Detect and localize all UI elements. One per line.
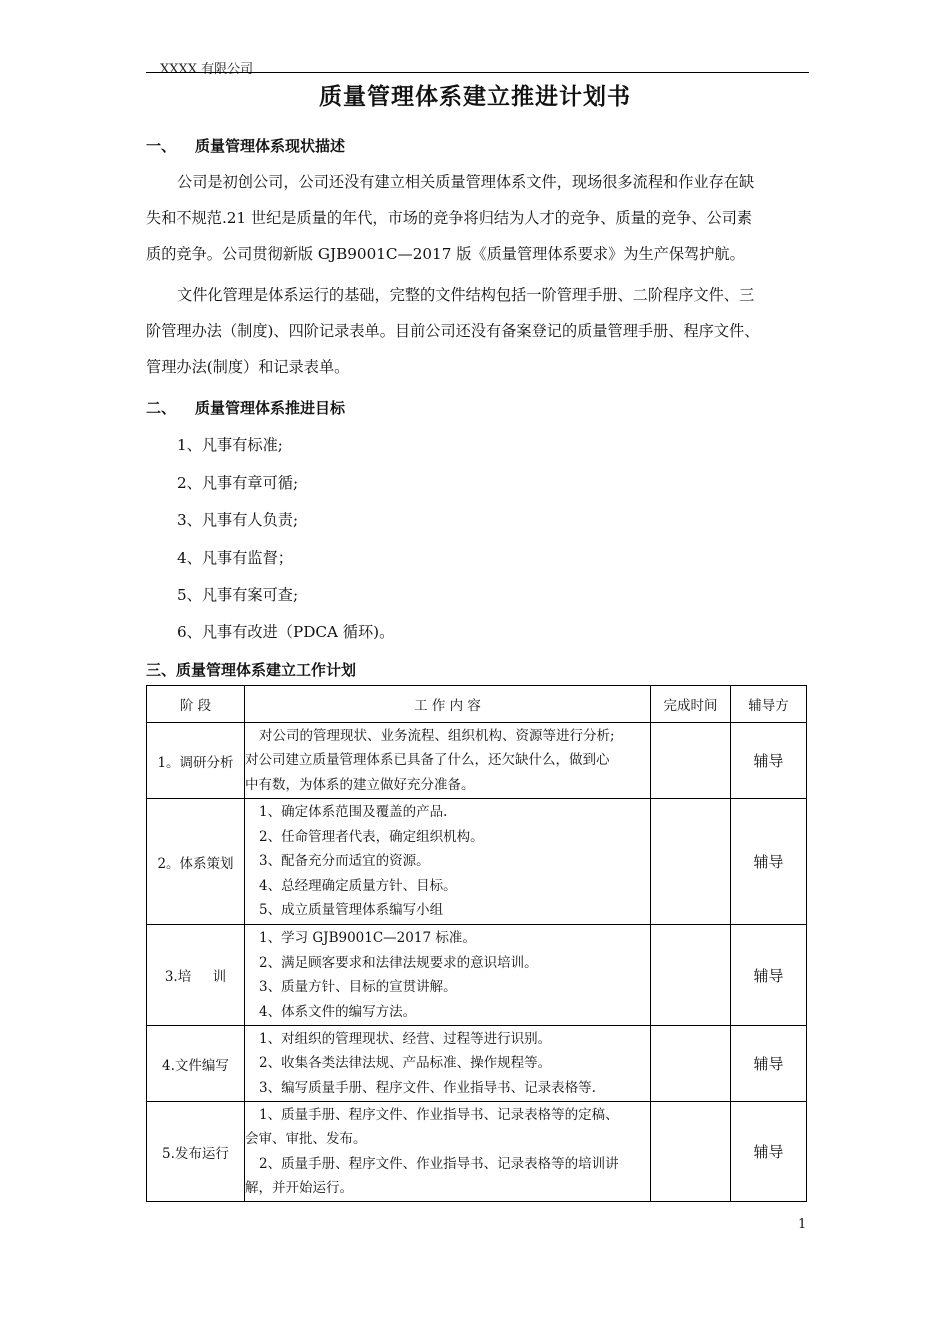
- header-company: XXXX 有限公司: [160, 62, 254, 77]
- table-row: [147, 799, 807, 925]
- content-line: 1、质量手册、程序文件、作业指导书、记录表格等的定稿、: [259, 1106, 619, 1123]
- content-line: 4、总经理确定质量方针、目标。: [259, 877, 457, 894]
- content-line: 2、质量手册、程序文件、作业指导书、记录表格等的培训讲: [259, 1155, 619, 1172]
- para1-line-1: 公司是初创公司，公司还没有建立相关质量管理体系文件，现场很多流程和作业存在缺: [177, 173, 755, 191]
- content-line: 3、编写质量手册、程序文件、作业指导书、记录表格等.: [259, 1079, 596, 1096]
- section1-title: 质量管理体系现状描述: [195, 137, 346, 155]
- para1-line-3: 质的竞争。公司贯彻新版 GJB9001C—2017 版《质量管理体系要求》为生产保驾护航。: [146, 245, 745, 263]
- content-cell: [245, 1102, 651, 1202]
- para2-line-1: 文件化管理是体系运行的基础，完整的文件结构包括一阶管理手册、二阶程序文件、三: [177, 286, 755, 304]
- table-row: [147, 1026, 807, 1102]
- stage-cell: 5.发布运行: [147, 1102, 245, 1202]
- goal-item-6: 6、凡事有改进（PDCA 循环)。: [177, 623, 395, 641]
- header-stage: 阶 段: [147, 686, 245, 723]
- header-helper: 辅导方: [731, 686, 807, 723]
- content-line: 中有数，为体系的建立做好充分准备。: [245, 776, 475, 793]
- content-line: 5、成立质量管理体系编写小组: [259, 902, 444, 919]
- section1-number: 一、: [146, 137, 177, 155]
- helper-cell: 辅导: [731, 925, 807, 1026]
- section2-number: 二、: [146, 399, 177, 417]
- content-line: 2、收集各类法律法规、产品标准、操作规程等。: [259, 1055, 552, 1072]
- time-cell: [651, 1026, 731, 1102]
- header-rule: [146, 72, 809, 73]
- section2-title: 质量管理体系推进目标: [195, 399, 346, 417]
- section1-paragraph-2: [146, 277, 810, 385]
- content-line: 对公司建立质量管理体系已具备了什么，还欠缺什么，做到心: [245, 752, 610, 769]
- table-row: [147, 925, 807, 1026]
- content-cell: [245, 1026, 651, 1102]
- stage-cell: 4.文件编写: [147, 1026, 245, 1102]
- table-header-row: [147, 686, 807, 723]
- para2-line-3: 管理办法(制度）和记录表单。: [146, 358, 350, 376]
- time-cell: [651, 723, 731, 799]
- goal-item-1: 1、凡事有标准;: [177, 436, 283, 454]
- content-line: 解，并开始运行。: [245, 1180, 353, 1196]
- content-cell: [245, 723, 651, 799]
- helper-cell: 辅导: [731, 723, 807, 799]
- section3-heading: 三、质量管理体系建立工作计划: [146, 661, 357, 679]
- content-line: 4、体系文件的编写方法。: [259, 1003, 417, 1020]
- helper-cell: 辅导: [731, 799, 807, 925]
- goal-item-4: 4、凡事有监督；: [177, 549, 293, 567]
- stage-cell: 1。调研分析: [147, 723, 245, 799]
- content-line: 2、任命管理者代表，确定组织机构。: [259, 828, 484, 845]
- para2-line-2: 阶管理办法（制度)、四阶记录表单。目前公司还没有备案登记的质量管理手册、程序文件、: [146, 322, 760, 340]
- time-cell: [651, 925, 731, 1026]
- section2-heading: [146, 397, 345, 418]
- content-line: 3、配备充分而适宜的资源。: [259, 853, 430, 870]
- content-cell: [245, 925, 651, 1026]
- content-line: 1、确定体系范围及覆盖的产品.: [259, 804, 448, 821]
- header-time: 完成时间: [651, 686, 731, 723]
- stage-cell: 2。体系策划: [147, 799, 245, 925]
- content-line: 对公司的管理现状、业务流程、组织机构、资源等进行分析;: [259, 727, 615, 744]
- content-line: 3、质量方针、目标的宣贯讲解。: [259, 979, 457, 995]
- goal-item-5: 5、凡事有案可查;: [177, 586, 299, 604]
- section1-paragraph-1: [146, 164, 810, 272]
- page-title: 质量管理体系建立推进计划书: [319, 84, 631, 110]
- time-cell: [651, 1102, 731, 1202]
- para1-line-2: 失和不规范.21 世纪是质量的年代，市场的竞争将归结为人才的竞争、质量的竞争、公司素: [146, 209, 753, 227]
- content-line: 2、满足顾客要求和法律法规要求的意识培训。: [259, 954, 538, 971]
- goal-item-3: 3、凡事有人负责;: [177, 511, 299, 529]
- time-cell: [651, 799, 731, 925]
- section1-heading: [146, 135, 345, 156]
- goal-item-2: 2、凡事有章可循;: [177, 474, 299, 492]
- content-line: 会审、审批、发布。: [245, 1131, 367, 1147]
- header-content: 工 作 内 容: [245, 686, 651, 723]
- table-row: [147, 1102, 807, 1202]
- content-cell: [245, 799, 651, 925]
- content-line: 1、对组织的管理现状、经营、过程等进行识别。: [259, 1030, 552, 1047]
- stage-cell: 3.培 训: [147, 925, 245, 1026]
- helper-cell: 辅导: [731, 1102, 807, 1202]
- content-line: 1、学习 GJB9001C—2017 标准。: [259, 930, 476, 946]
- page-number: 1: [798, 1217, 807, 1232]
- table-row: [147, 723, 807, 799]
- helper-cell: 辅导: [731, 1026, 807, 1102]
- work-plan-table: [146, 685, 807, 1202]
